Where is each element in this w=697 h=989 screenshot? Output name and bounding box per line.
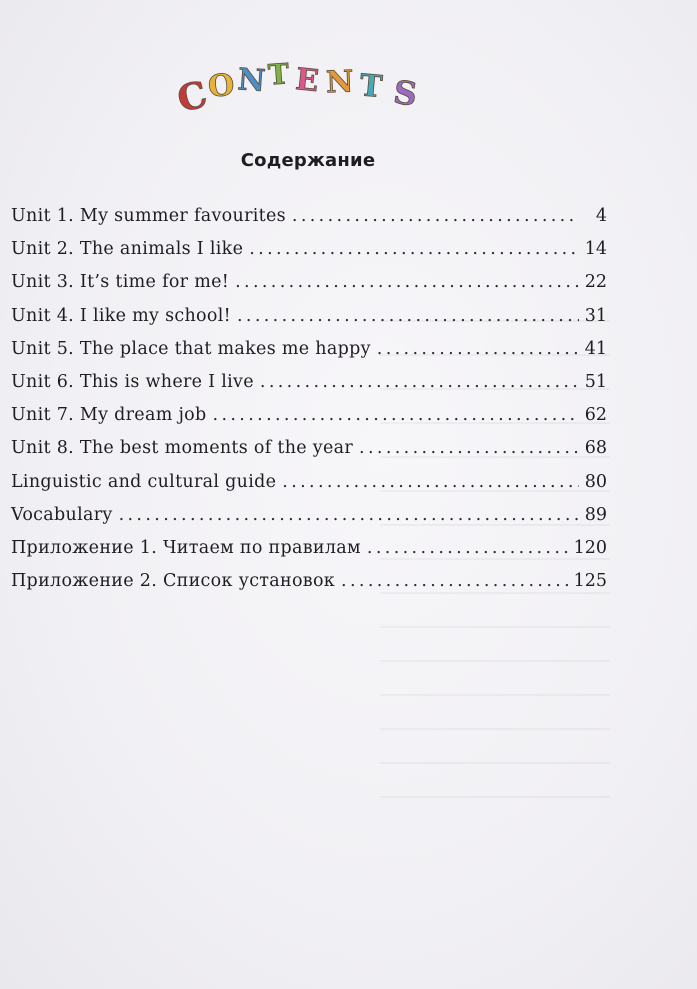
toc-dot-leader <box>213 405 579 425</box>
toc-entry <box>11 571 607 604</box>
toc-entry-title: Unit 3. It’s time for me! <box>11 272 230 293</box>
contents-logo-letter: C <box>173 73 212 120</box>
toc-dot-leader <box>292 206 579 226</box>
toc-entry-page-number: 68 <box>584 438 607 459</box>
toc-dot-leader <box>249 239 578 259</box>
toc-entry-page-number: 14 <box>584 239 607 260</box>
contents-logo-letter: T <box>358 68 384 105</box>
toc-entry-title: Unit 5. The place that makes me happy <box>11 338 371 359</box>
toc-entry-title: Приложение 2. Список установок <box>11 571 336 592</box>
contents-logo-art <box>172 60 442 120</box>
toc-entry-title: Unit 7. My dream job <box>11 405 207 426</box>
toc-entry-page-number: 120 <box>573 537 607 558</box>
toc-entry-title: Unit 1. My summer favourites <box>11 206 286 226</box>
toc-entry-title: Приложение 1. Читаем по правилам <box>11 537 361 558</box>
toc-entry-title: Unit 4. I like my school! <box>11 305 231 326</box>
toc-dot-leader <box>282 472 578 492</box>
contents-logo-letter: N <box>236 62 267 100</box>
toc-entry-title: Linguistic and cultural guide <box>11 471 277 492</box>
toc-entry-page-number: 89 <box>584 504 607 525</box>
toc-entry-page-number: 62 <box>584 405 607 426</box>
toc-dot-leader <box>359 438 579 458</box>
toc-entry-title: Vocabulary <box>11 504 113 525</box>
toc-entry <box>11 472 607 505</box>
toc-entry-page-number: 41 <box>584 338 607 359</box>
toc-entry-page-number: 80 <box>584 471 607 492</box>
toc-entry-title: Unit 2. The animals I like <box>11 239 244 260</box>
toc-dot-leader <box>235 272 579 292</box>
contents-logo-letter: T <box>267 60 291 92</box>
contents-logo <box>172 60 442 120</box>
toc-entry <box>11 339 607 372</box>
toc-entry-page-number: 125 <box>573 571 607 592</box>
toc-dot-leader <box>341 571 568 591</box>
toc-dot-leader <box>367 538 568 558</box>
toc-entry-page-number: 51 <box>584 371 607 392</box>
toc-entry-title: Unit 8. The best moments of the year <box>11 438 354 459</box>
contents-logo-letter: N <box>325 64 355 101</box>
contents-logo-letter: S <box>391 72 420 114</box>
page-subtitle: Содержание <box>240 150 376 171</box>
toc-entry <box>11 272 607 305</box>
toc-entry <box>11 538 607 571</box>
toc-dot-leader <box>237 306 579 326</box>
toc-entry-title: Unit 6. This is where I live <box>11 371 254 392</box>
toc-entry <box>11 206 607 239</box>
toc-entry <box>11 306 607 339</box>
toc-entry <box>11 239 607 272</box>
toc-entry <box>11 405 607 438</box>
toc-entry-page-number: 4 <box>595 206 607 226</box>
toc-dot-leader <box>377 339 579 359</box>
toc-entry <box>11 372 607 405</box>
toc-entry-page-number: 31 <box>584 305 607 326</box>
toc-dot-leader <box>260 372 579 392</box>
toc-entry <box>11 505 607 538</box>
table-of-contents <box>11 206 607 604</box>
toc-entry-page-number: 22 <box>584 272 607 293</box>
toc-dot-leader <box>119 505 579 525</box>
contents-logo-letter: E <box>293 62 321 100</box>
contents-logo-letter: O <box>206 67 237 105</box>
toc-entry <box>11 438 607 471</box>
